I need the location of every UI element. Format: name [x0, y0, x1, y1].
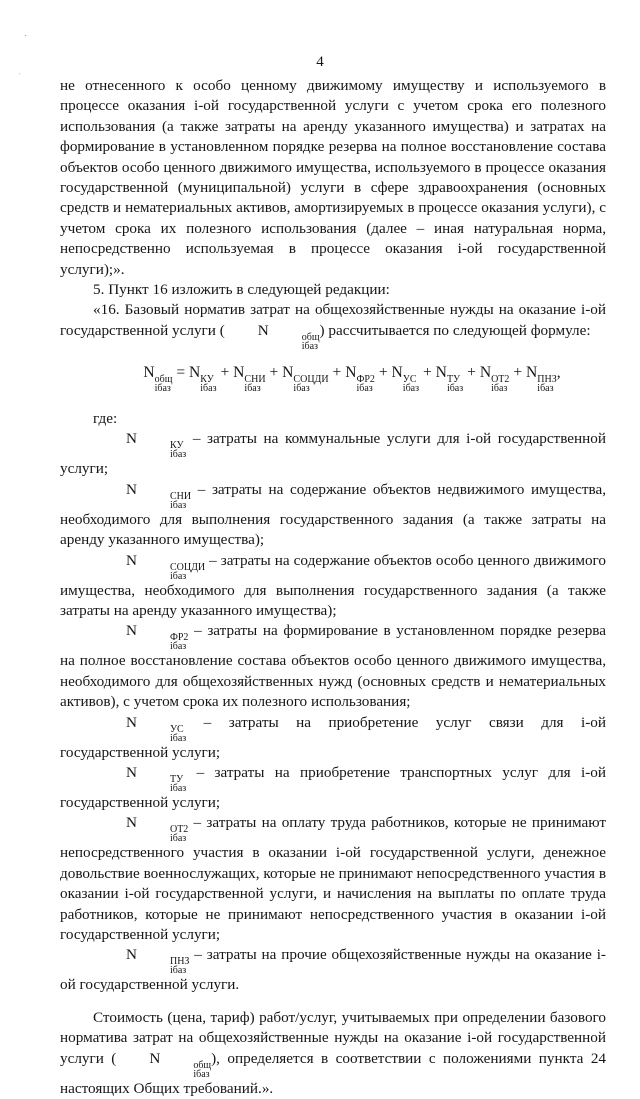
formula-term-socdi: N СОЦДИ iбаз: [282, 363, 329, 394]
paragraph-continuation: не отнесенного к особо ценному движимому имуществу и используемого в процессе оказания i-ой государственной услуги с учетом срока его полезного использования (а также затраты на аренду указанного имущества) и затратах на формирование в установленном порядке резерва на полное восстановление состава объектов особо ценного движимого имущества, используемого в процессе оказания государственной (муниципальной) услуги в сфере здравоохранения (основных средств и нематериальных активов, амортизируемых в процессе оказания услуги), с учетом срока их полезного использования (далее – иная натуральная норма, непосредственно используемая в процессе оказания i-ой государственной услуги);».: [60, 77, 606, 278]
definition-tu: N ТУ iбаз – затраты на приобретение транспортных услуг для i-ой государственной услуги;: [60, 763, 606, 811]
symbol-n-obsh: N общ iбаз: [257, 321, 320, 352]
definition-fr2: N ФР2 iбаз – затраты на формирование в установленном порядке резерва на полное восстановление состава объектов особо ценного движимого имущества, необходимого для общехозяйственных нужд (основных средств и нематериальных активов), с учетом срока их полезного использования;: [60, 622, 606, 711]
formula-term-ot2: N ОТ2 iбаз: [479, 363, 510, 394]
formula: N общ iбаз = N КУ iбаз + N СНИ iбаз + N СОЦДИ iбаз + N ФР2 iбаз + N УС iбаз + N ТУ iбаз + N ОТ2 iбаз + N ПНЗ iбаз ,: [98, 361, 606, 393]
definition-us: N УС iбаз – затраты на приобретение услуг связи для i-ой государственной услуги;: [60, 713, 606, 761]
definition-ot2: N ОТ2 iбаз – затраты на оплату труда работников, которые не принимают непосредственного участия в оказании i-ой государственной услуги, денежное довольствие военнослужащих, которые не принимают непосредственного участия в оказании i-ой государственной услуги, и начисления на выплаты по оплате труда работников, которые не принимают непосредственного участия в оказании i-ой государственной услуги;: [60, 814, 606, 943]
symbol-n-obsh: N общ iбаз: [149, 1049, 212, 1080]
formula-term-fr2: N ФР2 iбаз: [345, 363, 375, 394]
formula-term-ku: N КУ iбаз: [189, 363, 217, 394]
paragraph-item-16: [60, 300, 606, 350]
formula-term-sni: N СНИ iбаз: [233, 363, 266, 394]
formula-term-obsh: N общ iбаз: [143, 363, 173, 394]
document-body: [60, 76, 606, 1099]
paragraph-text: ) рассчитывается по следующей формуле:: [319, 321, 591, 339]
scan-mark: ˙: [24, 34, 28, 45]
formula-term-pnz: N ПНЗ iбаз: [526, 363, 557, 394]
formula-term-us: N УС iбаз: [391, 363, 420, 394]
definition-ku: N КУ iбаз – затраты на коммунальные услуги для i-ой государственной услуги;: [60, 430, 606, 478]
scan-mark: ˊ: [18, 72, 21, 81]
page-number: 4: [316, 54, 324, 70]
definition-sni: N СНИ iбаз – затраты на содержание объектов недвижимого имущества, необходимого для выполнения государственного задания (а также затраты на аренду указанного имущества);: [60, 480, 606, 549]
paragraph-text: «16. Базовый норматив затрат на общехозяйственные нужды на оказание i-ой государственной услуги (: [60, 301, 606, 339]
definition-pnz: N ПНЗ iбаз – затраты на прочие общехозяйственные нужды на оказание i-ой государственной услуги.: [60, 946, 606, 994]
paragraph-final: Стоимость (цена, тариф) работ/услуг, учитываемых при определении базового норматива затрат на общехозяйственные нужды на оказание i-ой государственной услуги ( N общ iбаз ), определяется в соответствии с положениями пункта 24 настоящих Общих требований.».: [60, 1008, 607, 1097]
definition-socdi: N СОЦДИ iбаз – затраты на содержание объектов особо ценного движимого имущества, необходимого для выполнения государственного задания (а также затраты на аренду указанного имущества);: [60, 551, 606, 619]
paragraph-item-5: 5. Пункт 16 изложить в следующей редакции:: [93, 281, 390, 299]
where-label: где:: [93, 409, 118, 427]
formula-term-tu: N ТУ iбаз: [435, 363, 464, 394]
